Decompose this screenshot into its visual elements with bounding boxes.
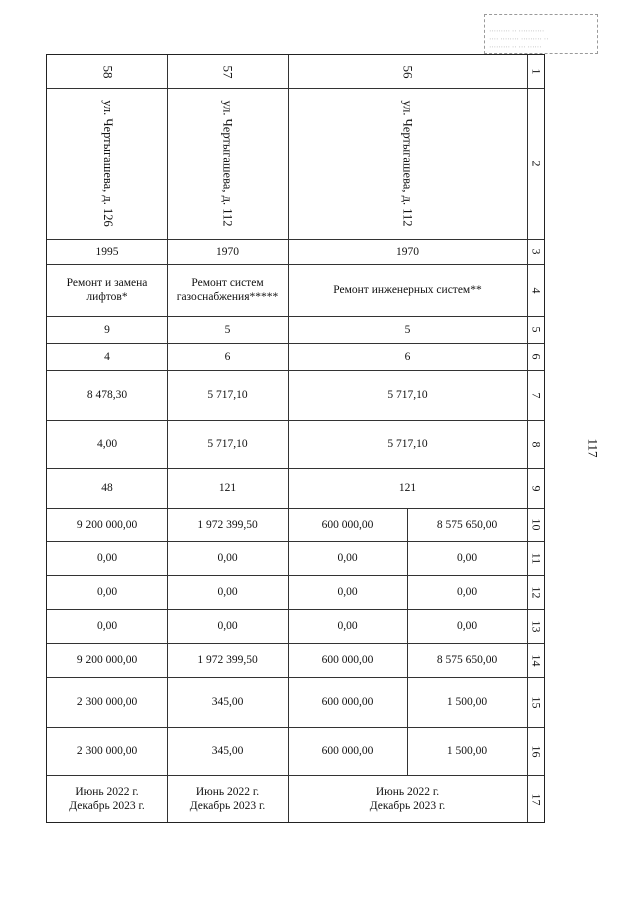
value-cell: 1995 (95, 245, 119, 258)
row-number-label: 13 (529, 620, 544, 632)
row-number (527, 643, 545, 677)
row-number (527, 775, 545, 823)
row-number-label: 5 (529, 326, 544, 333)
row-number (527, 727, 545, 775)
amount-cell: 0,00 (456, 552, 478, 564)
value-cell: 5 (404, 323, 411, 336)
period-cell (47, 775, 167, 823)
amount-cell: 2 300 000,00 (76, 696, 138, 708)
period-line: Июнь 2022 г. (75, 786, 139, 798)
stamp-line: ······ ··· ·· ········· (489, 43, 542, 50)
row-number (527, 541, 545, 575)
value-cell: 4 (104, 350, 110, 363)
row-number (527, 88, 545, 239)
row-number (527, 575, 545, 609)
amount-cell: 1 500,00 (446, 696, 488, 708)
amount-cell: 0,00 (337, 586, 358, 598)
amount-cell: 600 000,00 (321, 654, 374, 666)
work-type-cell: Ремонт инженерных систем** (333, 284, 482, 296)
value-cell: 121 (218, 482, 237, 494)
column-number (167, 55, 288, 88)
row-number (527, 468, 545, 508)
value-cell: 9 (104, 323, 110, 336)
period-line: Июнь 2022 г. (195, 786, 260, 798)
row-number-label: 8 (529, 441, 544, 447)
row-number-label: 16 (529, 745, 544, 757)
row-number-label: 12 (529, 586, 544, 598)
amount-cell: 0,00 (96, 552, 118, 564)
amount-cell: 345,00 (211, 696, 244, 708)
period-line: Декабрь 2023 г. (69, 800, 145, 812)
value-cell: 5 717,10 (207, 438, 248, 450)
column-number (47, 55, 167, 88)
amount-cell: 8 575 650,00 (436, 654, 498, 666)
address-label: ул. Чертыгашева, д. 112 (221, 100, 235, 227)
address-cell (288, 88, 527, 239)
work-type-cell: Ремонт систем газоснабжения***** (176, 277, 279, 303)
row-number-label: 3 (529, 248, 544, 255)
amount-cell: 0,00 (217, 586, 238, 598)
column-number-label: 58 (100, 65, 115, 78)
amount-cell: 9 200 000,00 (76, 518, 138, 531)
value-cell: 1970 (216, 245, 239, 258)
row-number-label: 10 (529, 518, 544, 531)
row-number (527, 264, 545, 316)
value-cell: 5 717,10 (387, 438, 428, 450)
column-number-label: 56 (400, 65, 416, 78)
row-number (527, 316, 545, 343)
value-cell: 1970 (396, 245, 419, 258)
amount-cell: 8 575 650,00 (436, 518, 498, 531)
work-type-cell: Ремонт и замена лифтов* (66, 277, 148, 303)
amount-cell: 1 500,00 (446, 745, 488, 757)
row-number (527, 239, 545, 264)
row-number-label: 7 (529, 392, 544, 398)
row-number (527, 508, 545, 541)
row-number-label: 4 (529, 287, 544, 293)
address-label: ул. Чертыгашева, д. 112 (401, 100, 415, 227)
address-cell (167, 88, 288, 239)
row-number (527, 55, 545, 88)
amount-cell: 600 000,00 (321, 696, 374, 708)
column-number-label: 57 (220, 65, 236, 78)
row-number (527, 609, 545, 643)
row-number-label: 1 (529, 68, 544, 75)
amount-cell: 0,00 (217, 620, 238, 632)
data-table (46, 54, 545, 823)
row-number-label: 17 (529, 793, 544, 805)
value-cell: 5 717,10 (387, 389, 428, 401)
row-number-label: 6 (529, 353, 544, 360)
column-number (288, 55, 527, 88)
row-number-label: 15 (529, 696, 544, 708)
amount-cell: 1 972 399,50 (197, 654, 258, 666)
value-cell: 121 (398, 482, 417, 494)
amount-cell: 1 972 399,50 (197, 518, 258, 531)
amount-cell: 0,00 (96, 620, 118, 632)
value-cell: 8 478,30 (86, 389, 128, 401)
period-cell (288, 775, 527, 823)
value-cell: 6 (404, 350, 411, 363)
amount-cell: 0,00 (456, 586, 478, 598)
amount-cell: 2 300 000,00 (76, 745, 138, 757)
value-cell: 6 (224, 350, 231, 363)
amount-cell: 600 000,00 (321, 518, 374, 531)
amount-cell: 9 200 000,00 (76, 654, 138, 666)
amount-cell: 0,00 (96, 586, 118, 598)
page-number: 117 (585, 438, 601, 458)
amount-cell: 345,00 (211, 745, 244, 757)
stamp (484, 14, 598, 54)
period-line: Июнь 2022 г. (375, 786, 440, 798)
address-label: ул. Чертыгашева, д. 126 (100, 100, 115, 227)
amount-cell: 0,00 (217, 552, 238, 564)
value-cell: 5 (224, 323, 231, 336)
period-cell (167, 775, 288, 823)
amount-cell: 0,00 (337, 620, 358, 632)
row-number (527, 343, 545, 370)
amount-cell: 0,00 (456, 620, 478, 632)
row-number-label: 11 (529, 552, 544, 564)
row-number (527, 370, 545, 420)
row-number (527, 420, 545, 468)
period-line: Декабрь 2023 г. (369, 800, 446, 812)
stamp-line: ··········· ·· ········· (489, 27, 545, 34)
row-number-label: 14 (529, 654, 544, 666)
stamp-line: ·· ········· ········ ···· (489, 35, 549, 42)
row-number (527, 677, 545, 727)
amount-cell: 0,00 (337, 552, 358, 564)
value-cell: 48 (101, 482, 113, 494)
period-line: Декабрь 2023 г. (189, 800, 266, 812)
row-number-label: 9 (529, 485, 544, 491)
address-cell (47, 88, 167, 239)
value-cell: 4,00 (96, 438, 118, 450)
amount-cell: 600 000,00 (321, 745, 374, 757)
value-cell: 5 717,10 (207, 389, 248, 401)
row-number-label: 2 (529, 160, 544, 167)
